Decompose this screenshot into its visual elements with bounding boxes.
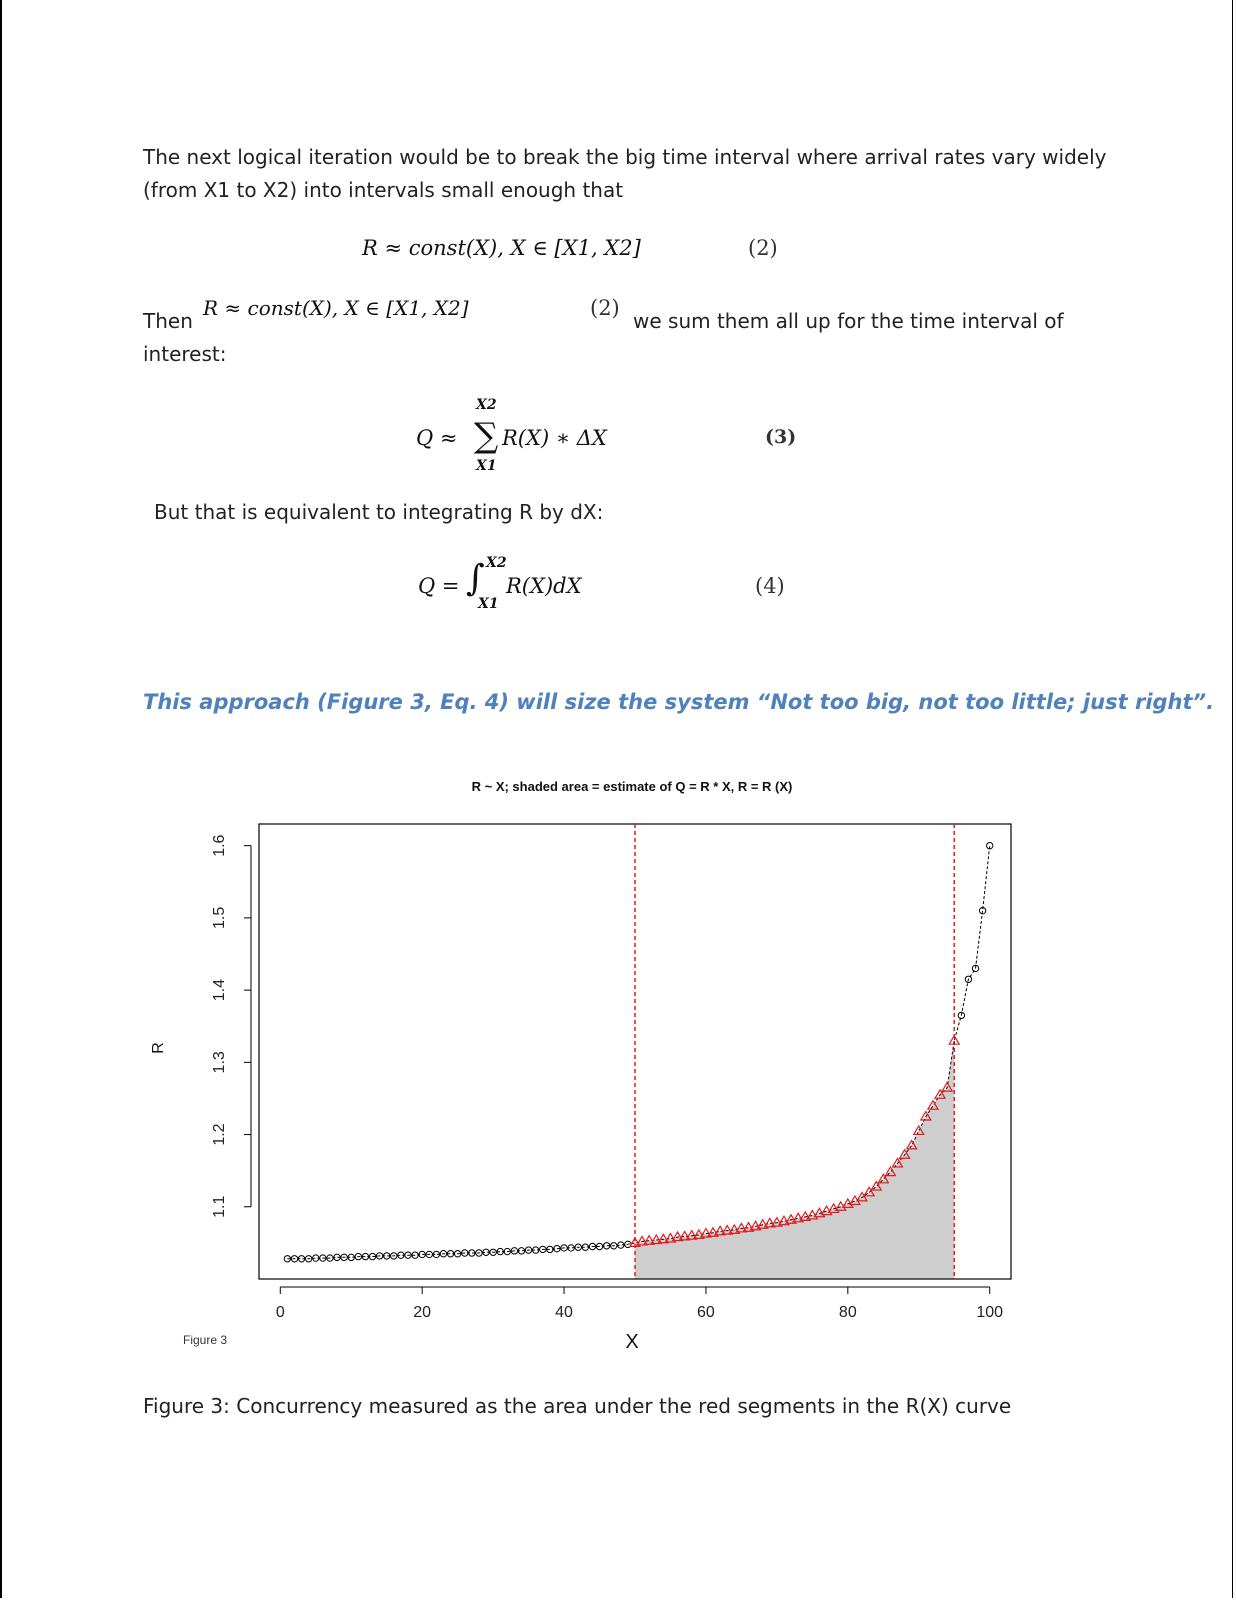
equation-3-lhs: Q ≈	[416, 426, 458, 450]
figure-label: Figure 3	[183, 1333, 228, 1347]
equation-4-body: R(X)dX	[506, 574, 582, 598]
then-word: Then	[143, 309, 193, 333]
equation-3-lower-limit: X1	[476, 458, 497, 474]
equation-4-number: (4)	[755, 574, 785, 598]
paragraph-line-1: The next logical iteration would be to break the big time interval where arrival rates vary widely	[143, 145, 1107, 169]
interest-word: interest:	[143, 342, 227, 366]
figure-caption: Figure 3: Concurrency measured as the area under the red segments in the R(X) curve	[143, 1394, 1012, 1418]
equation-3-sum-symbol: ∑	[474, 416, 499, 456]
x-tick-label: 40	[555, 1304, 573, 1321]
equation-2-inline: R ≈ const(X), X ∈ [X1, X2]	[203, 296, 469, 320]
equation-4-upper-limit: X2	[486, 555, 507, 571]
equation-4-lower-limit: X1	[478, 596, 499, 612]
equation-2: R ≈ const(X), X ∈ [X1, X2]	[362, 236, 641, 260]
y-tick-label: 1.3	[211, 1051, 228, 1074]
then-rest: we sum them all up for the time interval of	[633, 309, 1064, 333]
figure-3-chart	[0, 760, 1236, 1480]
y-tick-label: 1.4	[211, 978, 228, 1002]
y-tick-label: 1.2	[211, 1123, 228, 1146]
x-tick-label: 60	[697, 1304, 715, 1321]
x-tick-label: 80	[838, 1304, 857, 1321]
shaded-area	[635, 1041, 954, 1279]
equation-3-upper-limit: X2	[476, 397, 497, 413]
equivalent-paragraph: But that is equivalent to integrating R by dX:	[154, 500, 604, 524]
x-tick-label: 100	[976, 1304, 1004, 1321]
y-tick-label: 1.1	[211, 1195, 228, 1218]
x-axis-label: X	[625, 1331, 639, 1353]
equation-4-integral-symbol: ∫	[466, 558, 485, 599]
paragraph-line-2: (from X1 to X2) into intervals small enough that	[143, 178, 624, 202]
y-tick-label: 1.6	[211, 834, 228, 857]
equation-4-lhs: Q =	[418, 574, 460, 598]
y-axis-label: R	[150, 1042, 167, 1054]
x-tick-label: 0	[275, 1304, 285, 1321]
chart-title: R ~ X; shaded area = estimate of Q = R * X, R = R (X)	[471, 779, 793, 794]
equation-2-inline-number: (2)	[590, 296, 620, 320]
equation-2-number: (2)	[748, 236, 778, 260]
emphasis-line: This approach (Figure 3, Eq. 4) will size the system “Not too big, not too little; just right”.	[143, 690, 1215, 714]
equation-3-body: R(X) ∗ ΔX	[502, 426, 607, 450]
equation-3-number: (3)	[765, 426, 797, 448]
y-tick-label: 1.5	[211, 906, 228, 930]
x-tick-label: 20	[413, 1304, 432, 1321]
